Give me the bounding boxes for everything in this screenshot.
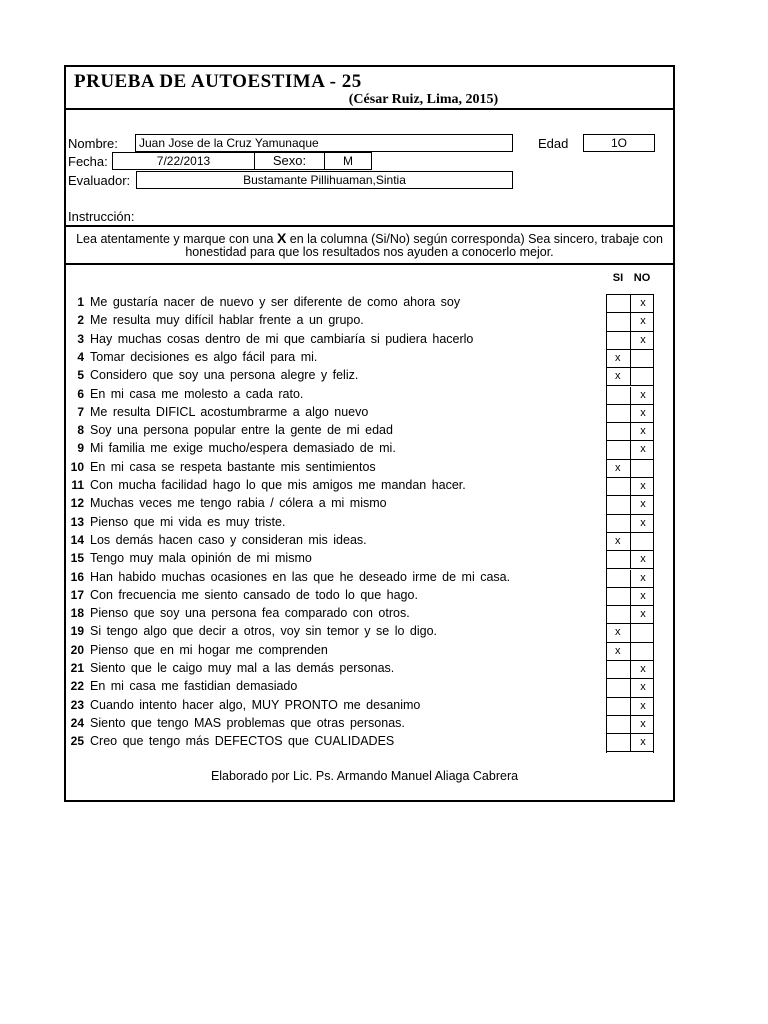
question-text: En mi casa me fastidian demasiado — [90, 679, 298, 694]
answer-row — [607, 350, 653, 368]
question-number: 4 — [77, 349, 84, 364]
question-number: 10 — [70, 459, 84, 474]
answer-si-cell[interactable] — [607, 387, 631, 405]
question-text: Muchas veces me tengo rabia / cólera a mi mismo — [90, 496, 387, 511]
question-row — [66, 311, 673, 329]
answer-no-cell[interactable]: x — [640, 443, 646, 456]
question-row — [66, 659, 673, 677]
fecha-label: Fecha: — [68, 154, 108, 169]
answer-row — [607, 496, 653, 514]
answer-no-cell[interactable]: x — [640, 663, 646, 675]
answer-no-cell[interactable]: x — [640, 717, 646, 730]
answer-row — [607, 643, 653, 661]
edad-field[interactable]: 1O — [583, 134, 655, 152]
answer-row — [607, 679, 653, 697]
answer-no-cell[interactable] — [631, 624, 655, 642]
answer-si-cell[interactable]: x — [607, 350, 631, 368]
answer-row — [607, 734, 653, 752]
answer-grid — [606, 294, 654, 753]
subtitle-text: (César Ruiz, Lima, 2015) — [348, 92, 499, 107]
question-text: Con mucha facilidad hago lo que mis amigos me mandan hacer. — [90, 478, 466, 492]
question-number: 24 — [70, 715, 84, 730]
question-text: Con frecuencia me siento cansado de todo lo que hago. — [90, 587, 418, 602]
question-row — [66, 494, 673, 512]
answer-no-cell[interactable]: x — [640, 699, 646, 712]
nombre-label: Nombre: — [68, 136, 118, 151]
question-row — [66, 476, 673, 494]
answer-no-cell[interactable]: x — [640, 571, 646, 584]
answer-si-cell[interactable] — [607, 570, 631, 588]
question-text: En mi casa se respeta bastante mis sentimientos — [90, 459, 376, 474]
sexo-field[interactable]: M — [324, 152, 372, 170]
answer-row — [607, 295, 653, 313]
question-row — [66, 568, 673, 586]
question-text: Tengo muy mala opinión de mi mismo — [90, 551, 312, 566]
question-row — [66, 439, 673, 457]
divider-top — [66, 108, 673, 110]
answer-no-cell[interactable]: x — [640, 297, 646, 309]
question-row — [66, 604, 673, 622]
answer-no-cell[interactable]: x — [640, 388, 646, 401]
divider-instructions-bottom — [66, 263, 673, 265]
answer-no-cell[interactable]: x — [640, 589, 646, 602]
instructions-mark: X — [276, 230, 287, 246]
answer-no-cell[interactable]: x — [640, 498, 646, 511]
answer-si-cell[interactable] — [607, 698, 631, 716]
question-row — [66, 366, 673, 384]
answer-si-cell[interactable]: x — [607, 643, 631, 661]
question-text: Me resulta DIFICL acostumbrarme a algo nuevo — [90, 404, 369, 419]
question-text: Considero que soy una persona alegre y feliz. — [90, 368, 359, 383]
answer-no-cell[interactable] — [631, 460, 655, 478]
question-row — [66, 330, 673, 348]
question-number: 12 — [70, 496, 84, 511]
question-number: 22 — [70, 679, 84, 694]
column-no-header: NO — [633, 272, 651, 284]
question-number: 5 — [77, 368, 84, 383]
answer-si-cell[interactable] — [607, 661, 631, 679]
answer-row — [607, 661, 653, 679]
instructions-text — [68, 232, 671, 259]
answer-no-cell[interactable]: x — [640, 736, 646, 749]
answer-row — [607, 313, 653, 331]
question-row — [66, 293, 673, 311]
test-sheet — [64, 65, 675, 802]
sexo-label: Sexo: — [254, 152, 325, 170]
question-number: 18 — [70, 606, 84, 621]
question-row — [66, 696, 673, 714]
answer-no-cell[interactable] — [631, 350, 655, 368]
question-text: Pienso que en mi hogar me comprenden — [90, 642, 328, 657]
question-number: 9 — [77, 441, 84, 456]
answer-row — [607, 368, 653, 386]
question-number: 16 — [70, 569, 84, 584]
question-text: Siento que tengo MAS problemas que otras personas. — [90, 715, 405, 730]
question-text: Han habido muchas ocasiones en las que he deseado irme de mi casa. — [90, 569, 511, 584]
question-number: 6 — [77, 386, 84, 401]
question-row — [66, 531, 673, 549]
answer-no-cell[interactable]: x — [640, 425, 646, 438]
question-text: Cuando intento hacer algo, MUY PRONTO me desanimo — [90, 697, 421, 712]
question-text: Pienso que mi vida es muy triste. — [90, 514, 286, 529]
nombre-field[interactable]: Juan Jose de la Cruz Yamunaque — [135, 134, 513, 152]
answer-row — [607, 441, 653, 459]
answer-row — [607, 478, 653, 496]
answer-si-cell[interactable] — [607, 716, 631, 734]
answer-no-cell[interactable]: x — [640, 406, 646, 419]
question-row — [66, 549, 673, 567]
answer-no-cell[interactable]: x — [640, 681, 646, 694]
instructions-part2: en la columna (Si/No) según corresponda) Sea sincero, trabaje con honestidad para que los resultados nos ayuden a conocerlo mejor. — [185, 232, 663, 259]
answer-no-cell[interactable] — [631, 643, 655, 661]
question-number: 21 — [70, 661, 84, 675]
answer-row — [607, 405, 653, 423]
answer-row — [607, 588, 653, 606]
question-number: 8 — [77, 423, 84, 438]
answer-si-cell[interactable] — [607, 423, 631, 441]
question-text: Pienso que soy una persona fea comparado con otros. — [90, 606, 410, 621]
question-text: Siento que le caigo muy mal a las demás personas. — [90, 661, 395, 675]
question-text: Mi familia me exige mucho/espera demasiado de mi. — [90, 441, 396, 456]
answer-no-cell[interactable] — [631, 533, 655, 551]
answer-row — [607, 460, 653, 478]
footer-text: Elaborado por Lic. Ps. Armando Manuel Aliaga Cabrera — [210, 769, 519, 783]
answer-no-cell[interactable]: x — [640, 333, 646, 346]
answer-row — [607, 423, 653, 441]
answer-row — [607, 698, 653, 716]
answer-row — [607, 387, 653, 405]
answer-si-cell[interactable] — [607, 441, 631, 459]
question-number: 1 — [77, 295, 84, 309]
question-row — [66, 641, 673, 659]
answer-si-cell[interactable] — [607, 606, 631, 624]
question-row — [66, 513, 673, 531]
question-number: 14 — [70, 532, 84, 547]
question-number: 7 — [77, 404, 84, 419]
question-text: Los demás hacen caso y consideran mis ideas. — [90, 532, 367, 547]
question-row — [66, 714, 673, 732]
answer-si-cell[interactable] — [607, 478, 631, 496]
question-number: 19 — [70, 624, 84, 639]
question-text: En mi casa me molesto a cada rato. — [90, 386, 304, 401]
question-number: 2 — [77, 313, 84, 328]
answer-no-cell[interactable]: x — [640, 553, 646, 566]
answer-row — [607, 624, 653, 642]
column-si-header: SI — [612, 272, 624, 284]
answer-si-cell[interactable] — [607, 588, 631, 606]
question-row — [66, 348, 673, 366]
question-text: Me gustaría nacer de nuevo y ser diferente de como ahora soy — [90, 295, 461, 309]
question-number: 15 — [70, 551, 84, 566]
question-text: Soy una persona popular entre la gente de mi edad — [90, 423, 393, 438]
question-number: 13 — [70, 514, 84, 529]
question-row — [66, 403, 673, 421]
answer-no-cell[interactable] — [631, 368, 655, 386]
question-number: 17 — [70, 587, 84, 602]
question-row — [66, 732, 673, 750]
question-number: 23 — [70, 697, 84, 712]
edad-label: Edad — [538, 136, 569, 151]
answer-si-cell[interactable]: x — [607, 368, 631, 386]
question-row — [66, 622, 673, 640]
instructions-part1: Lea atentamente y marque con una — [76, 232, 277, 246]
question-row — [66, 421, 673, 439]
answer-no-cell[interactable]: x — [640, 315, 646, 328]
answer-si-cell[interactable] — [607, 295, 631, 313]
question-row — [66, 677, 673, 695]
question-row — [66, 586, 673, 604]
answer-si-cell[interactable] — [607, 405, 631, 423]
answer-si-cell[interactable]: x — [607, 624, 631, 642]
answer-no-cell[interactable]: x — [640, 608, 646, 621]
question-text: Creo que tengo más DEFECTOS que CUALIDADES — [90, 734, 395, 749]
evaluador-label: Evaluador: — [68, 173, 131, 188]
divider-instructions-top — [66, 225, 673, 227]
answer-row — [607, 515, 653, 533]
answer-si-cell[interactable] — [607, 496, 631, 514]
footer-credit — [66, 769, 673, 783]
question-number: 25 — [70, 734, 84, 749]
answer-row — [607, 716, 653, 734]
question-number: 11 — [71, 478, 84, 492]
question-row — [66, 385, 673, 403]
answer-si-cell[interactable] — [607, 313, 631, 331]
question-text: Si tengo algo que decir a otros, voy sin temor y se lo digo. — [90, 624, 438, 639]
answer-si-cell[interactable]: x — [607, 460, 631, 478]
answer-si-cell[interactable]: x — [607, 533, 631, 551]
evaluador-field[interactable]: Bustamante Pillihuaman,Sintia — [136, 171, 513, 189]
instruccion-label: Instrucción: — [68, 209, 135, 224]
answer-row — [607, 551, 653, 569]
answer-si-cell[interactable] — [607, 679, 631, 697]
test-subtitle — [66, 92, 673, 108]
fecha-field[interactable]: 7/22/2013 — [112, 152, 255, 170]
question-text: Hay muchas cosas dentro de mi que cambiaría si pudiera hacerlo — [90, 331, 474, 346]
answer-si-cell[interactable] — [607, 734, 631, 752]
answer-no-cell[interactable]: x — [640, 480, 646, 492]
answer-row — [607, 332, 653, 350]
question-number: 20 — [70, 642, 84, 657]
answer-si-cell[interactable] — [607, 551, 631, 569]
question-row — [66, 458, 673, 476]
answer-row — [607, 533, 653, 551]
answer-row — [607, 606, 653, 624]
question-number: 3 — [77, 331, 84, 346]
answer-si-cell[interactable] — [607, 515, 631, 533]
answer-no-cell[interactable]: x — [640, 516, 646, 529]
answer-row — [607, 570, 653, 588]
test-title: PRUEBA DE AUTOESTIMA - 25 — [74, 71, 362, 92]
question-text: Me resulta muy difícil hablar frente a un grupo. — [90, 313, 364, 328]
question-text: Tomar decisiones es algo fácil para mi. — [90, 349, 318, 364]
answer-si-cell[interactable] — [607, 332, 631, 350]
